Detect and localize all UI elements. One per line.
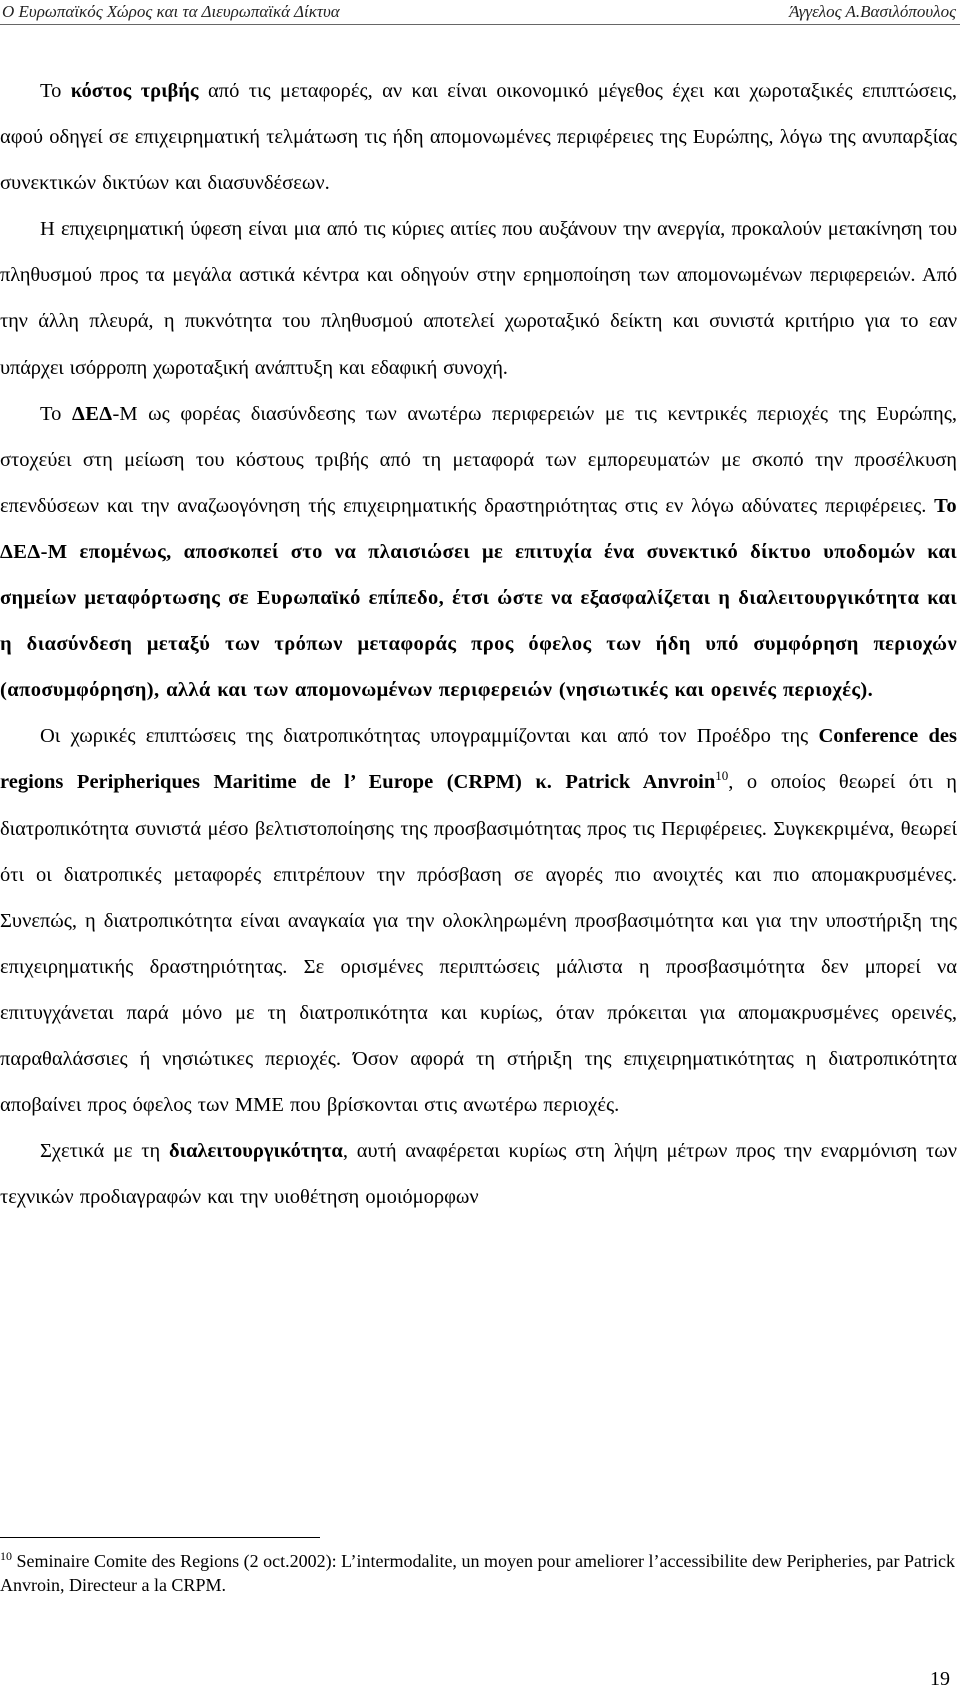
paragraph-4 (0, 713, 957, 1128)
paragraph-3 (0, 391, 957, 714)
paragraph-1 (0, 68, 957, 206)
paragraph-2: Η επιχειρηματική ύφεση είναι μια από τις κύριες αιτίες που αυξάνουν την ανεργία, προκαλούν μετακίνηση του πληθυσμού προς τα μεγάλα αστικά κέντρα και οδηγούν στην ερημοποίηση των απομονωμένων περιφερειών. Από την άλλη πλευρά, η πυκνότητα του πληθυσμού αποτελεί χωροταξικό δείκτη και συνιστά κριτήριο για το εαν υπάρχει ισόρροπη χωροταξική ανάπτυξη και εδαφική συνοχή. (0, 218, 957, 379)
p5-bold-term: διαλειτουργικότητα (168, 1140, 343, 1163)
p4-text-c: , ο οποίος θεωρεί ότι η διατροπικότητα συνιστά μέσο βελτιστοποίησης της προσβασιμότητας προς τις Περιφέρειες. Συγκεκριμένα, θεωρεί ότι οι διατροπικές μεταφορές επιτρέπουν την πρόσβαση σε αγορές πιο ανοιχτές και πιο απομακρυσμένες. Συνεπώς, η διατροπικότητα είναι αναγκαία για την ολοκληρωμένη προσβασιμότητα και για την υποστήριξη της επιχειρηματικής δραστηριότητας. Σε ορισμένες περιπτώσεις μάλιστα η προσβασιμότητα δεν μπορεί να επιτυγχάνεται παρά μόνο με τη διατροπικότητα και κυρίως, όταν πρόκειται για απομακρυσμένες ορεινές, παραθαλάσσιες ή νησιώτικες περιοχές. Όσον αφορά τη στήριξη της επιχειρηματικότητας η διατροπικότητα αποβαίνει προς όφελος των ΜΜΕ που βρίσκονται στις ανωτέρω περιοχές. (0, 771, 957, 1117)
p5-text-c: , αυτή αναφέρεται κυρίως στη λήψη μέτρων προς την εναρμόνιση των τεχνικών προδιαγραφών και την υιοθέτηση ομοιόμορφων (0, 1140, 957, 1209)
p1-bold-term: κόστος τριβής (70, 80, 199, 102)
p3-text-a: Το (40, 402, 72, 425)
paragraph-5 (0, 1128, 957, 1220)
footnote-separator (0, 1537, 320, 1538)
p3-text-c: -Μ ως φορέας διασύνδεσης των ανωτέρω περιφερειών με τις κεντρικές περιοχές της Ευρώπης, στοχεύει στη μείωση του κόστους τριβής από τη μεταφορά των εμπορευματών με σκοπό την προσέλκυση επενδύσεων και την αναζωογόνηση τής επιχειρηματικής δραστηριότητας στις εν λόγω αδύνατες περιφέρειες. (0, 402, 957, 517)
p3-bold-statement: Το ΔΕΔ-Μ επομένως, αποσκοπεί στο να πλαισιώσει με επιτυχία ένα συνεκτικό δίκτυο υποδομών και σημείων μεταφόρτωσης σε Ευρωπαϊκό επίπεδο, έτσι ώστε να εξασφαλίζεται η διαλειτουργικότητα και η διασύνδεση μεταξύ των τρόπων μεταφοράς προς όφελος των ήδη υπό συμφόρηση περιοχών (αποσυμφόρηση), αλλά και των απομονωμένων περιφερειών (νησιωτικές και ορεινές περιοχές). (0, 494, 957, 702)
p4-text-a: Οι χωρικές επιπτώσεις της διατροπικότητας υπογραμμίζονται και από τον Προέδρο της (40, 725, 819, 748)
header-left-title: Ο Ευρωπαϊκός Χώρος και τα Διευρωπαϊκά Δίκτυα (2, 2, 340, 21)
header-right-author: Άγγελος Α.Βασιλόπουλος (789, 2, 956, 21)
p1-text-a: Το (40, 80, 71, 102)
p5-text-a: Σχετικά με τη (40, 1140, 169, 1163)
p4-bold-conference: Conference des regions Peripheriques Maritime de l’ Europe (CRPM) κ. Patrick Anvroin (0, 725, 957, 794)
p3-bold-acronym: ΔΕΔ (71, 402, 113, 425)
footnote (0, 1549, 955, 1597)
header-rule (0, 24, 960, 25)
page-number: 19 (930, 1668, 950, 1690)
footnote-number: 10 (0, 1549, 12, 1563)
body-text (0, 68, 957, 1220)
footnote-ref: 10 (715, 768, 729, 784)
p1-text-c: από τις μεταφορές, αν και είναι οικονομικό μέγεθος έχει και χωροταξικές επιπτώσεις, αφού οδηγεί σε επιχειρηματική τελμάτωση τις ήδη απομονωμένες περιφέρειες της Ευρώπης, λόγω της ανυπαρξίας συνεκτικών δικτύων και διασυνδέσεων. (0, 80, 957, 195)
footnote-text: Seminaire Comite des Regions (2 oct.2002): L’intermodalite, un moyen pour ameliorer l’accessibilite dew Peripheries, par Patrick Anvroin, Directeur a la CRPM. (0, 1551, 955, 1595)
